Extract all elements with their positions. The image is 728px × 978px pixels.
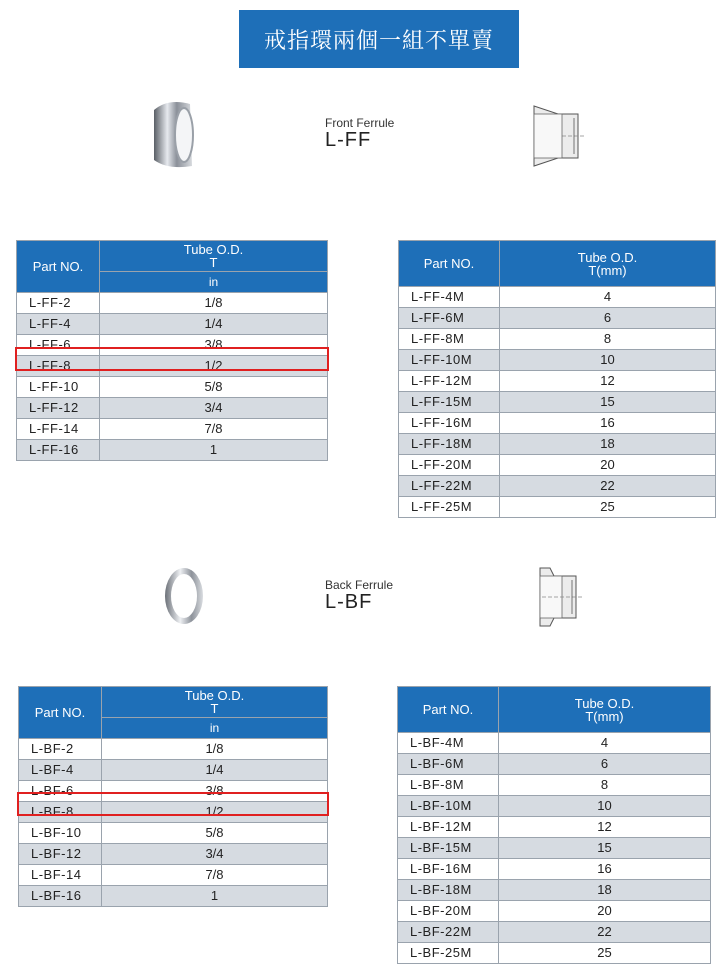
- tube-od-cell: 1: [102, 886, 328, 907]
- tube-od-cell: 18: [500, 434, 716, 455]
- part-number-cell: L-FF-14: [17, 419, 100, 440]
- tube-od-cell: 1/8: [102, 739, 328, 760]
- table-row: [398, 733, 711, 754]
- table-row: [398, 775, 711, 796]
- part-number-cell: L-FF-10M: [399, 350, 500, 371]
- tube-od-cell: 3/4: [100, 398, 328, 419]
- table-row: [17, 377, 328, 398]
- tube-od-cell: 3/4: [102, 844, 328, 865]
- tube-od-cell: 16: [499, 859, 711, 880]
- table-row: [19, 823, 328, 844]
- table-row: [398, 859, 711, 880]
- tube-od-cell: 25: [500, 497, 716, 518]
- table-row: [19, 865, 328, 886]
- tube-od-cell: 1/4: [100, 314, 328, 335]
- part-number-cell: L-FF-6: [17, 335, 100, 356]
- tube-od-cell: 10: [500, 350, 716, 371]
- table-row: [399, 329, 716, 350]
- part-number-cell: L-FF-12: [17, 398, 100, 419]
- table-row: [19, 739, 328, 760]
- front-mm-table: [398, 240, 716, 518]
- part-number-cell: L-FF-18M: [399, 434, 500, 455]
- table-row: [398, 880, 711, 901]
- table-row: [398, 943, 711, 964]
- tube-od-cell: 22: [499, 922, 711, 943]
- part-number-cell: L-BF-20M: [398, 901, 499, 922]
- part-number-cell: L-FF-2: [17, 293, 100, 314]
- tube-od-cell: 12: [499, 817, 711, 838]
- table-row: [399, 308, 716, 329]
- table-row: [398, 817, 711, 838]
- front-ferrule-caption: Front Ferrule: [325, 116, 395, 130]
- table-row: [17, 356, 328, 377]
- part-number-cell: L-FF-16: [17, 440, 100, 461]
- tube-od-cell: 1/8: [100, 293, 328, 314]
- part-number-cell: L-FF-15M: [399, 392, 500, 413]
- tube-od-cell: 18: [499, 880, 711, 901]
- tube-od-cell: 20: [500, 455, 716, 476]
- column-header-part-no: Part NO.: [17, 241, 100, 293]
- tube-od-cell: 10: [499, 796, 711, 817]
- tube-od-cell: 4: [499, 733, 711, 754]
- front-ferrule-photo: [150, 100, 196, 170]
- part-number-cell: L-FF-16M: [399, 413, 500, 434]
- table-row: [19, 760, 328, 781]
- part-number-cell: L-FF-10: [17, 377, 100, 398]
- column-header-part-no: Part NO.: [399, 241, 500, 287]
- table-row: [17, 293, 328, 314]
- part-number-cell: L-FF-4: [17, 314, 100, 335]
- tube-od-cell: 5/8: [100, 377, 328, 398]
- tube-od-cell: 1/2: [100, 356, 328, 377]
- table-row: [398, 796, 711, 817]
- unit-label: in: [102, 718, 328, 739]
- part-number-cell: L-BF-2: [19, 739, 102, 760]
- column-header-tube-od: Tube O.D. T(mm): [499, 687, 711, 733]
- tube-od-cell: 6: [500, 308, 716, 329]
- part-number-cell: L-FF-4M: [399, 287, 500, 308]
- table-row: [17, 398, 328, 419]
- part-number-cell: L-BF-8: [19, 802, 102, 823]
- back-ferrule-photo: [162, 566, 206, 626]
- front-ferrule-drawing: [530, 100, 590, 172]
- back-ferrule-title: [325, 578, 393, 612]
- column-header-tube-od: Tube O.D. T: [100, 241, 328, 272]
- table-row: [17, 419, 328, 440]
- part-number-cell: L-FF-8M: [399, 329, 500, 350]
- tube-od-cell: 15: [499, 838, 711, 859]
- table-row: [398, 922, 711, 943]
- part-number-cell: L-BF-10M: [398, 796, 499, 817]
- table-row: [19, 802, 328, 823]
- table-row: [399, 413, 716, 434]
- table-row: [399, 434, 716, 455]
- tube-od-cell: 1: [100, 440, 328, 461]
- table-row: [19, 781, 328, 802]
- back-inch-table: [18, 686, 328, 907]
- table-row: [399, 455, 716, 476]
- table-row: [399, 371, 716, 392]
- tube-od-cell: 1/4: [102, 760, 328, 781]
- part-number-cell: L-BF-12: [19, 844, 102, 865]
- part-number-cell: L-FF-12M: [399, 371, 500, 392]
- tube-od-cell: 8: [500, 329, 716, 350]
- table-row: [17, 440, 328, 461]
- tube-od-cell: 1/2: [102, 802, 328, 823]
- part-number-cell: L-BF-16M: [398, 859, 499, 880]
- part-number-cell: L-BF-14: [19, 865, 102, 886]
- part-number-cell: L-BF-6: [19, 781, 102, 802]
- table-row: [19, 886, 328, 907]
- part-number-cell: L-BF-4M: [398, 733, 499, 754]
- part-number-cell: L-FF-25M: [399, 497, 500, 518]
- title-banner: 戒指環兩個一組不單賣: [239, 10, 519, 68]
- tube-od-cell: 5/8: [102, 823, 328, 844]
- back-mm-table: [397, 686, 711, 964]
- back-ferrule-drawing: [536, 564, 586, 630]
- part-number-cell: L-FF-6M: [399, 308, 500, 329]
- table-row: [399, 287, 716, 308]
- back-ferrule-code: L-BF: [325, 591, 373, 613]
- part-number-cell: L-FF-20M: [399, 455, 500, 476]
- back-ferrule-caption: Back Ferrule: [325, 578, 394, 592]
- tube-od-cell: 16: [500, 413, 716, 434]
- part-number-cell: L-BF-8M: [398, 775, 499, 796]
- table-row: [399, 392, 716, 413]
- tube-od-cell: 22: [500, 476, 716, 497]
- front-ferrule-code: L-FF: [325, 129, 372, 151]
- tube-od-cell: 7/8: [102, 865, 328, 886]
- table-row: [19, 844, 328, 865]
- part-number-cell: L-BF-12M: [398, 817, 499, 838]
- part-number-cell: L-BF-25M: [398, 943, 499, 964]
- unit-label: in: [100, 272, 328, 293]
- table-row: [399, 497, 716, 518]
- table-row: [398, 754, 711, 775]
- column-header-part-no: Part NO.: [398, 687, 499, 733]
- tube-od-cell: 6: [499, 754, 711, 775]
- tube-od-cell: 15: [500, 392, 716, 413]
- part-number-cell: L-FF-22M: [399, 476, 500, 497]
- tube-od-cell: 4: [500, 287, 716, 308]
- part-number-cell: L-BF-22M: [398, 922, 499, 943]
- tube-od-cell: 7/8: [100, 419, 328, 440]
- tube-od-cell: 25: [499, 943, 711, 964]
- part-number-cell: L-BF-6M: [398, 754, 499, 775]
- table-row: [17, 335, 328, 356]
- part-number-cell: L-BF-10: [19, 823, 102, 844]
- part-number-cell: L-FF-8: [17, 356, 100, 377]
- table-row: [399, 476, 716, 497]
- part-number-cell: L-BF-15M: [398, 838, 499, 859]
- part-number-cell: L-BF-18M: [398, 880, 499, 901]
- tube-od-cell: 3/8: [100, 335, 328, 356]
- table-row: [398, 901, 711, 922]
- tube-od-cell: 12: [500, 371, 716, 392]
- column-header-tube-od: Tube O.D. T: [102, 687, 328, 718]
- tube-od-cell: 20: [499, 901, 711, 922]
- table-row: [17, 314, 328, 335]
- part-number-cell: L-BF-4: [19, 760, 102, 781]
- column-header-part-no: Part NO.: [19, 687, 102, 739]
- part-number-cell: L-BF-16: [19, 886, 102, 907]
- tube-od-cell: 8: [499, 775, 711, 796]
- table-row: [399, 350, 716, 371]
- tube-od-cell: 3/8: [102, 781, 328, 802]
- column-header-tube-od: Tube O.D. T(mm): [500, 241, 716, 287]
- front-inch-table: [16, 240, 328, 461]
- front-ferrule-title: [325, 116, 394, 150]
- table-row: [398, 838, 711, 859]
